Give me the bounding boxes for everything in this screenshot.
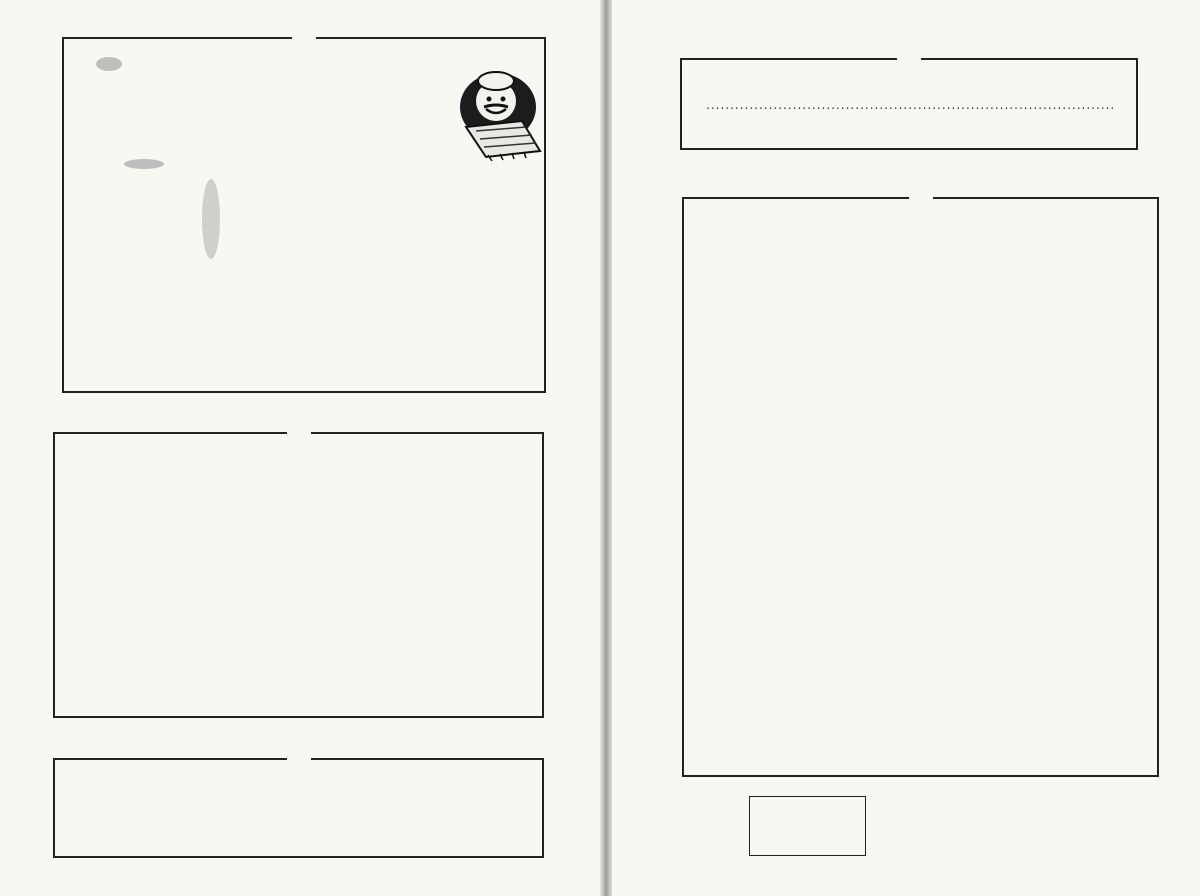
pizza-title [64,19,544,48]
submarine-sandwiches-section [682,197,1159,777]
stain-mark [124,159,164,169]
stain-mark [202,179,220,259]
beverages-title [55,740,542,774]
pizza-price-table [64,171,544,321]
chef-with-pizza-icon [456,65,546,161]
stain-mark [96,57,122,71]
right-menu-page [612,0,1200,896]
ginos-pizza-logo [749,796,866,856]
appetizers-title [55,414,542,445]
pizza-section [62,37,546,393]
italian-dinner-section [680,58,1138,150]
appetizers-section [53,432,544,718]
beverages-section [53,758,544,858]
menu-item-lasagna [702,98,1118,112]
subs-title [684,181,1157,211]
italian-dinner-title [682,42,1136,71]
